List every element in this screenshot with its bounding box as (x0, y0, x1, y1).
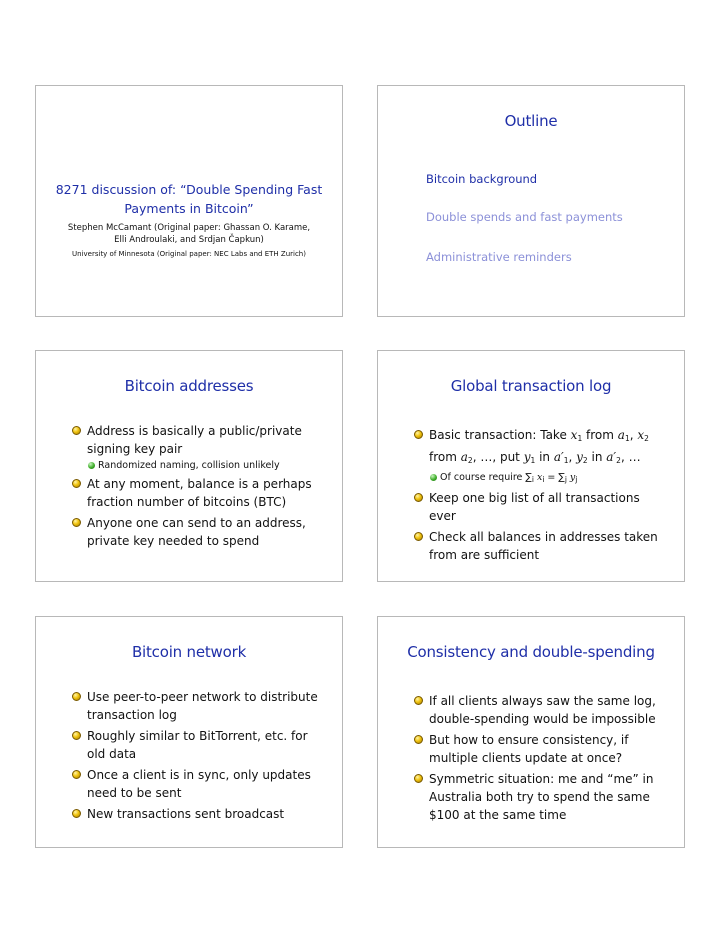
bullet-list (414, 692, 674, 827)
slide-consistency-double-spending (377, 616, 685, 848)
bullet-icon (72, 479, 81, 488)
slide-heading: Bitcoin network (131, 643, 247, 661)
slide-global-transaction-log (377, 350, 685, 582)
bullet-icon (414, 774, 423, 783)
bullet-icon (72, 770, 81, 779)
outline-item: Bitcoin background (426, 172, 538, 186)
sub-bullet-item: Of course require $\sum_i$ $x_i = \sum_j$ $y_j$ (414, 471, 674, 486)
bullet-list (72, 688, 332, 826)
presentation-authors: Stephen McCamant (Original paper: Ghassan O. Karame, Elli Androulaki, and Srdjan Čapkun) (67, 223, 311, 245)
presentation-title: 8271 discussion of: “Double Spending Fast Payments in Bitcoin” (55, 182, 323, 216)
slide-heading: Outline (504, 112, 558, 130)
bullet-icon (414, 696, 423, 705)
sub-bullet-icon (88, 462, 95, 469)
bullet-icon (414, 493, 423, 502)
presentation-affiliation: University of Minnesota (Original paper: NEC Labs and ETH Zurich) (72, 250, 306, 258)
outline-item: Administrative reminders (426, 250, 572, 264)
bullet-list (72, 422, 332, 553)
bullet-icon (72, 731, 81, 740)
bullet-icon (72, 692, 81, 701)
slide-outline (377, 85, 685, 317)
bullet-icon (414, 532, 423, 541)
bullet-icon (72, 518, 81, 527)
bullet-item: Address is basically a public/private signing key pair (72, 422, 332, 458)
sub-bullet-item: Randomized naming, collision unlikely (72, 459, 332, 472)
bullet-item: But how to ensure consistency, if multiple clients update at once? (414, 731, 674, 767)
bullet-icon (72, 426, 81, 435)
bullet-item: Once a client is in sync, only updates need to be sent (72, 766, 332, 802)
bullet-item: If all clients always saw the same log, double-spending would be impossible (414, 692, 674, 728)
bullet-item: New transactions sent broadcast (72, 805, 332, 823)
sub-bullet-icon (430, 474, 437, 481)
bullet-item: At any moment, balance is a perhaps fraction number of bitcoins (BTC) (72, 475, 332, 511)
bullet-item: Basic transaction: Take $x_1$ from $a_1$, $x_2$ from $a_2$, …, put $y_1$ in $a'_1$, $y_2$ in $a'_2$, … (414, 426, 674, 470)
bullet-icon (414, 735, 423, 744)
slide-title (35, 85, 343, 317)
slide-heading: Bitcoin addresses (124, 377, 254, 395)
bullet-list (414, 426, 674, 567)
bullet-icon (414, 430, 423, 439)
slide-bitcoin-addresses (35, 350, 343, 582)
outline-item: Double spends and fast payments (426, 210, 623, 224)
bullet-item: Roughly similar to BitTorrent, etc. for old data (72, 727, 332, 763)
slide-bitcoin-network (35, 616, 343, 848)
bullet-item: Use peer-to-peer network to distribute transaction log (72, 688, 332, 724)
bullet-item: Keep one big list of all transactions ever (414, 489, 674, 525)
bullet-icon (72, 809, 81, 818)
bullet-item: Anyone one can send to an address, private key needed to spend (72, 514, 332, 550)
bullet-item: Symmetric situation: me and “me” in Australia both try to spend the same $100 at the same time (414, 770, 674, 824)
bullet-item: Check all balances in addresses taken from are sufficient (414, 528, 674, 564)
slide-heading: Consistency and double-spending (407, 643, 655, 661)
slide-heading: Global transaction log (450, 377, 612, 395)
